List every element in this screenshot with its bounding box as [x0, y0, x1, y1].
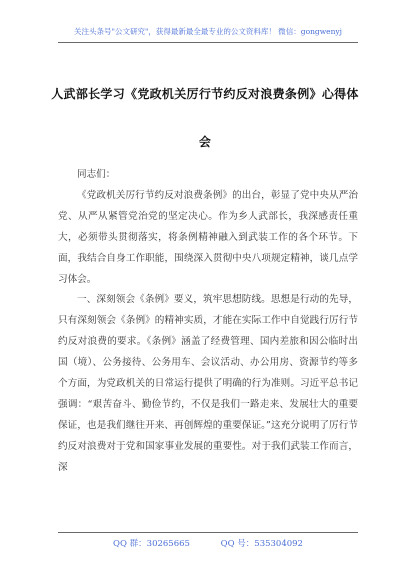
body-paragraph: 《党政机关厉行节约反对浪费条例》的出台，彰显了党中央从严治党、从严从紧管党治党的坚定决心。作为乡人武部长，我深感责任重大，必须带头贯彻落实，将条例精神融入到武装工作的各个环节。下面，我结合自身工作职能，围绕深入贯彻中央八项规定精神，谈几点学习体会。: [58, 189, 358, 285]
footer-divider: [58, 532, 358, 533]
title-line-2: 会: [198, 135, 212, 149]
greeting: 同志们：: [77, 169, 116, 180]
body-paragraph: 一、深刻领会《条例》要义，筑牢思想防线。思想是行动的先导，只有深刻领会《条例》的精神实质，才能在实际工作中自觉践行厉行节约反对浪费的要求。《条例》涵盖了经费管理、国内差旅和因公临时出国（境）、公务接待、公务用车、会议活动、办公用房、资源节约等多个方面，为党政机关的日常运行提供了明确的行为准则。习近平总书记强调：“艰苦奋斗、勤俭节约，不仅是我们一路走来、发展壮大的重要保证，也是我们继往开来、再创辉煌的重要保证。”这充分说明了厉行节约反对浪费对于党和国家事业发展的重要性。对于我们武装工作而言，深: [58, 294, 358, 473]
document-body: [58, 165, 358, 479]
page-footer: [58, 537, 358, 549]
document-title: [40, 70, 370, 166]
qq-group-text: QQ 群：30265665: [113, 539, 190, 549]
page-header: 关注头条号"公文研究"，获得最新最全最专业的公文资料库！ 微信：gongwenyj: [74, 27, 342, 36]
header-divider: [58, 42, 358, 43]
qq-number-text: QQ 号：535304092: [220, 539, 303, 549]
title-line-1: 人武部长学习《党政机关厉行节约反对浪费条例》心得体: [51, 87, 359, 101]
